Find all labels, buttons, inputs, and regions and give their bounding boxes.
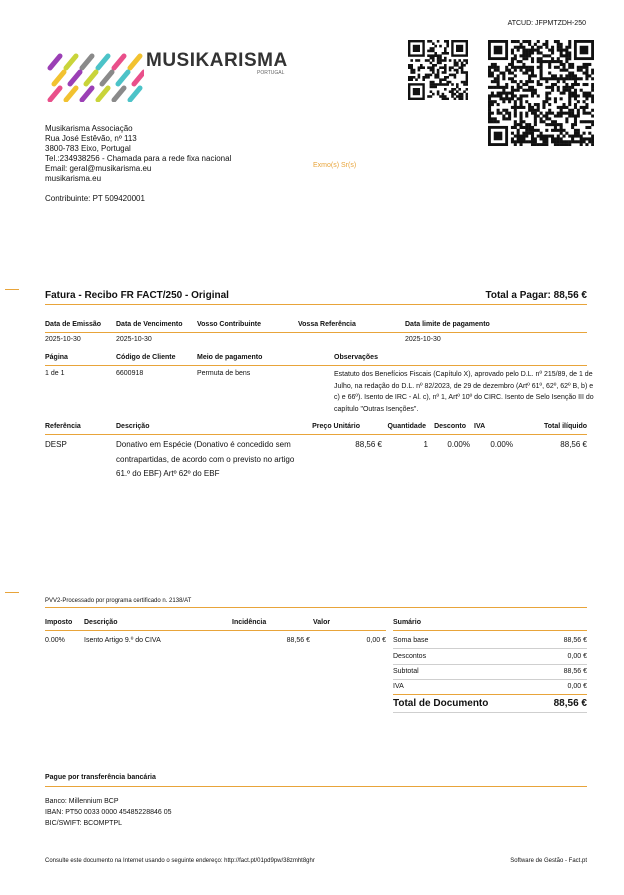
recipient-salutation: Exmo(s) Sr(s): [313, 162, 357, 169]
payment-bank: Banco: Millennium BCP: [45, 798, 119, 805]
atcud-code: ATCUD: JFPMTZDH-250: [507, 20, 586, 27]
item-description: Donativo em Espécie (Donativo é concedido sem contrapartidas, de acordo com o previsto no artigo 61.º do EBF) Artº 62º do EBF: [116, 440, 295, 478]
payment-title: Pague por transferência bancária: [45, 774, 156, 781]
tax-header-description: Descrição: [84, 619, 118, 626]
items-header-unit-price: Preço Unitário: [312, 423, 360, 430]
logo-stripes-icon: [44, 46, 144, 102]
meta-header-observations: Observações: [334, 354, 378, 361]
items-header-total: Total ilíquido: [543, 423, 587, 430]
summary-divider: [393, 630, 587, 631]
meta-observations: Estatuto dos Benefícios Fiscais (Capítulo X), aprovado pelo D.L. nº 215/89, de 1 de Julho, na redação do D.L. nº 82/2023, de 29 de dezembro (Artº 61º, 62º, 62º B, b) e c) e 66º). Isento de IRC - Al. c), nº 1, Artº 10º do CIRC. Isento de Selo Isenção III do capítulo "Outras Isenções".: [334, 371, 594, 413]
payment-divider: [45, 786, 587, 787]
company-info: [45, 124, 231, 204]
meta1-divider: [45, 332, 587, 333]
meta-header-customer-taxid: Vosso Contribuinte: [197, 321, 262, 328]
company-phone: Tel.:234938256 - Chamada para a rede fixa nacional: [45, 154, 232, 163]
items-header-quantity: Quantidade: [387, 423, 426, 430]
logo-country: PORTUGAL: [257, 70, 285, 76]
tax-header-value: Valor: [313, 619, 331, 626]
meta-header-your-reference: Vossa Referência: [298, 321, 356, 328]
logo-wordmark: MUSIKARISMA: [146, 50, 288, 71]
certification-note: PVV2-Processado por programa certificado n. 2138/AT: [45, 598, 192, 604]
summary-total-divider: [393, 694, 587, 695]
meta-page: 1 de 1: [45, 370, 65, 377]
tax-description: Isento Artigo 9.º do CIVA: [84, 637, 161, 644]
meta-header-issue-date: Data de Emissão: [45, 321, 102, 328]
tax-header-base: Incidência: [232, 619, 267, 626]
summary-value-base: 88,56 €: [563, 637, 587, 644]
company-address-2: 3800-783 Eixo, Portugal: [45, 144, 131, 153]
items-header-reference: Referência: [45, 423, 81, 430]
summary-title: Sumário: [393, 619, 422, 626]
meta-customer-code: 6600918: [116, 370, 144, 377]
summary-row-divider: [393, 664, 587, 665]
footer-software: Software de Gestão - Fact.pt: [510, 858, 587, 864]
item-quantity: 1: [423, 440, 428, 449]
title-divider: [45, 304, 587, 305]
summary-value-subtotal: 88,56 €: [563, 668, 587, 675]
document-title: Fatura - Recibo FR FACT/250 - Original: [45, 290, 229, 301]
item-reference: DESP: [45, 440, 67, 449]
company-logo: [44, 46, 299, 102]
summary-label-subtotal: Subtotal: [393, 668, 419, 675]
meta-due-date: 2025-10-30: [116, 336, 152, 343]
meta-issue-date: 2025-10-30: [45, 336, 81, 343]
summary-row-divider: [393, 648, 587, 649]
company-website: musikarisma.eu: [45, 174, 102, 183]
items-divider: [45, 434, 587, 435]
tax-value: 0,00 €: [366, 637, 386, 644]
item-unit-price: 88,56 €: [355, 440, 382, 449]
company-name: Musikarisma Associação: [45, 124, 133, 133]
tax-divider: [45, 630, 386, 631]
company-taxid: Contribuinte: PT 509420001: [45, 194, 145, 203]
qr-code-small-icon: [408, 40, 468, 100]
items-header-discount: Desconto: [434, 423, 466, 430]
total-to-pay: Total a Pagar: 88,56 €: [485, 290, 587, 301]
item-discount: 0.00%: [447, 440, 470, 449]
items-header-vat: IVA: [474, 423, 486, 430]
meta-header-due-date: Data de Vencimento: [116, 321, 183, 328]
company-address-1: Rua José Estêvão, nº 113: [45, 134, 137, 143]
summary-value-vat: 0,00 €: [567, 683, 587, 690]
meta-header-payment-limit: Data limite de pagamento: [405, 321, 490, 328]
items-header-description: Descrição: [116, 423, 150, 430]
tax-rate: 0.00%: [45, 637, 65, 644]
item-total: 88,56 €: [560, 440, 587, 449]
meta-header-payment-method: Meio de pagamento: [197, 354, 263, 361]
document-total-value: 88,56 €: [553, 698, 587, 709]
payment-bic: BIC/SWIFT: BCOMPTPL: [45, 820, 123, 827]
summary-bottom-divider: [393, 712, 587, 713]
meta-header-page: Página: [45, 354, 68, 361]
meta-payment-method: Permuta de bens: [197, 370, 251, 377]
tax-header-tax: Imposto: [45, 619, 73, 626]
qr-code-large-icon: [488, 40, 594, 146]
cert-divider: [45, 607, 587, 608]
summary-label-vat: IVA: [393, 683, 404, 690]
fold-mark-bottom: [5, 592, 19, 593]
document-total-label: Total de Documento: [393, 698, 489, 709]
summary-label-base: Soma base: [393, 637, 429, 644]
footer-online-link[interactable]: Consulte este documento na Internet usando o seguinte endereço: http://fact.pt/01pd9pw/38zmht8ghr: [45, 858, 315, 864]
tax-base: 88,56 €: [286, 637, 310, 644]
meta-payment-limit: 2025-10-30: [405, 336, 441, 343]
summary-value-discounts: 0,00 €: [567, 653, 587, 660]
meta-header-customer-code: Código de Cliente: [116, 354, 176, 361]
meta2-divider: [45, 365, 587, 366]
fold-mark-top: [5, 289, 19, 290]
payment-details: [45, 796, 172, 829]
payment-iban: IBAN: PT50 0033 0000 45485228846 05: [45, 809, 172, 816]
item-vat: 0.00%: [490, 440, 513, 449]
company-email: Email: geral@musikarisma.eu: [45, 164, 152, 173]
summary-label-discounts: Descontos: [393, 653, 427, 660]
summary-row-divider: [393, 679, 587, 680]
